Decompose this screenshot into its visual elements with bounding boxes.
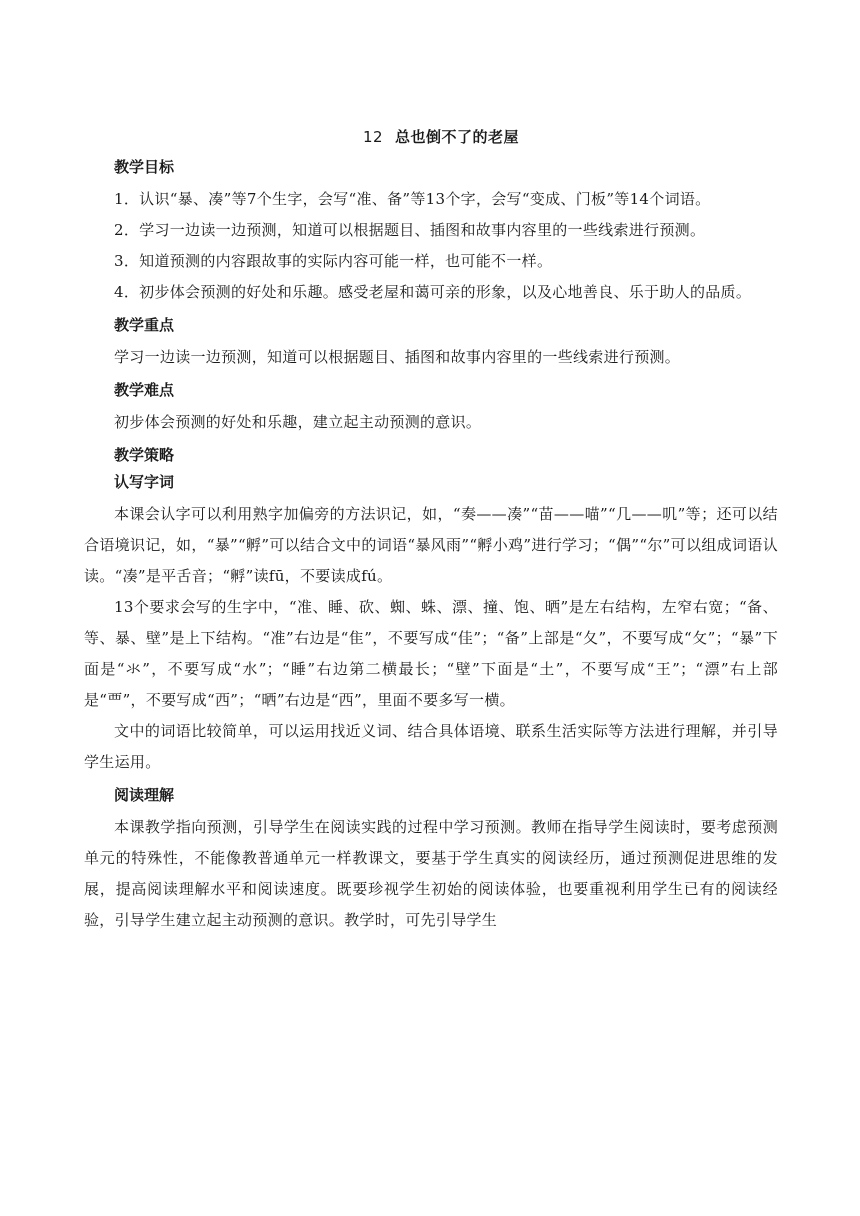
lesson-number: 12 [362, 128, 384, 146]
characters-paragraph: 13个要求会写的生字中，“准、睡、砍、蜘、蛛、漂、撞、饱、晒”是左右结构，左窄右宽；“备、等、暴、壁”是上下结构。“准”右边是“隹”，不要写成“佳”；“备”上部是“夂”，不要写成“攵”；“暴”下面是“氺”，不要写成“水”；“睡”右边第二横最长；“壁”下面是“土”，不要写成“王”；“漂”右上部是“覀”，不要写成“西”；“晒”右边是“西”，里面不要多写一横。 [84, 598, 778, 709]
section-heading-reading: 阅读理解 [114, 786, 175, 804]
section-heading-objectives: 教学目标 [114, 158, 175, 176]
objective-paragraph: 1．认识“暴、凑”等7个生字，会写“准、备”等13个字，会写“变成、门板”等14个词语。 [114, 190, 711, 208]
objective-paragraph: 3．知道预测的内容跟故事的实际内容可能一样，也可能不一样。 [114, 252, 553, 270]
characters-paragraph: 本课会认字可以利用熟字加偏旁的方法识记，如，“奏——凑”“苗——喵”“几——叽”等；还可以结合语境识记，如，“暴”“孵”可以结合文中的词语“暴风雨”“孵小鸡”进行学习；“偶”“尔”可以组成词语认读。“凑”是平舌音；“孵”读fū，不要读成fú。 [84, 505, 778, 585]
objective-paragraph: 4．初步体会预测的好处和乐趣。感受老屋和蔼可亲的形象，以及心地善良、乐于助人的品质。 [114, 283, 752, 301]
key-points-paragraph: 学习一边读一边预测，知道可以根据题目、插图和故事内容里的一些线索进行预测。 [114, 348, 681, 366]
document-content [84, 126, 778, 936]
lesson-title-text: 总也倒不了的老屋 [395, 128, 520, 146]
lesson-title [84, 126, 778, 147]
section-heading-key-points: 教学重点 [114, 316, 175, 334]
objective-paragraph: 2．学习一边读一边预测，知道可以根据题目、插图和故事内容里的一些线索进行预测。 [114, 221, 706, 239]
characters-paragraph: 文中的词语比较简单，可以运用找近义词、结合具体语境、联系生活实际等方法进行理解，并引导学生运用。 [84, 722, 778, 771]
section-heading-difficulties: 教学难点 [114, 381, 175, 399]
section-heading-characters: 认写字词 [114, 473, 175, 491]
reading-paragraph: 本课教学指向预测，引导学生在阅读实践的过程中学习预测。教师在指导学生阅读时，要考虑预测单元的特殊性，不能像教普通单元一样教课文，要基于学生真实的阅读经历，通过预测促进思维的发展，提高阅读理解水平和阅读速度。既要珍视学生初始的阅读体验，也要重视利用学生已有的阅读经验，引导学生建立起主动预测的意识。教学时，可先引导学生 [84, 818, 778, 929]
difficulties-paragraph: 初步体会预测的好处和乐趣，建立起主动预测的意识。 [114, 413, 482, 431]
section-heading-strategies: 教学策略 [114, 446, 175, 464]
